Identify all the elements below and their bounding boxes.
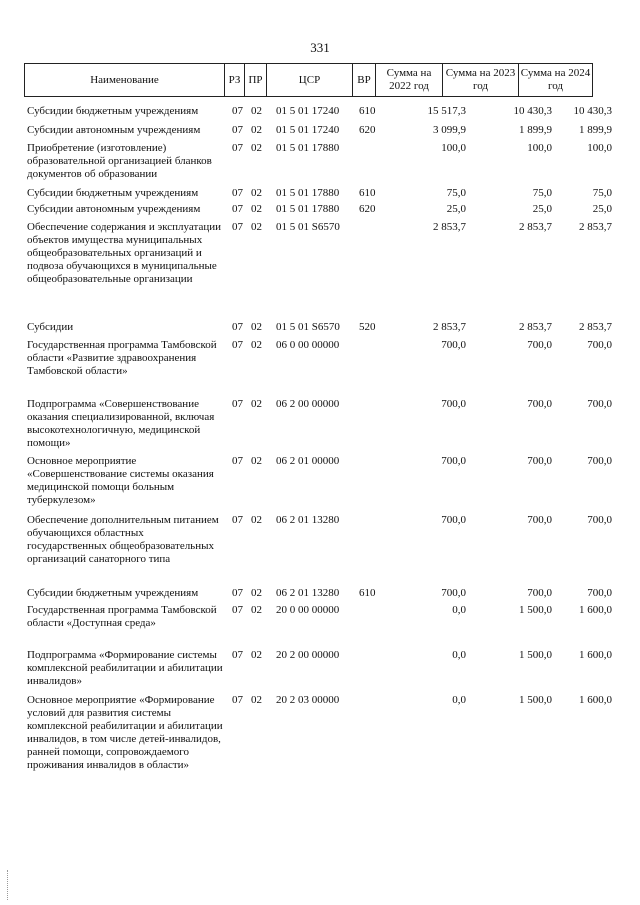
row-csr: 06 2 01 00000: [276, 455, 340, 467]
row-2023: 100,0: [527, 142, 552, 154]
row-2023: 1 500,0: [519, 649, 552, 661]
row-pr: 02: [251, 587, 262, 599]
row-2023: 75,0: [532, 187, 552, 199]
row-vr: 610: [359, 105, 376, 117]
row-name: Субсидии автономным учреждениям: [27, 203, 201, 215]
row-pr: 02: [251, 694, 262, 706]
row-csr: 01 5 01 17880: [276, 203, 340, 215]
col-name-header: Наименование: [25, 64, 225, 97]
row-2024: 25,0: [592, 203, 612, 215]
row-name: Подпрограмма «Совершенствование оказания специализированной, включая высокотехнологичную, медицинской помощи»: [27, 398, 215, 449]
row-rz: 07: [232, 221, 243, 233]
row-csr: 01 5 01 17880: [276, 187, 340, 199]
row-vr: 620: [359, 124, 376, 136]
row-2024: 75,0: [592, 187, 612, 199]
row-name: Субсидии бюджетным учреждениям: [27, 187, 199, 199]
row-2024: 700,0: [587, 455, 612, 467]
row-name: Обеспечение содержания и эксплуатации объектов имущества муниципальных общеобразовательных организаций и подвоза обучающихся в муниципальные общеобразовательные организации: [27, 221, 221, 285]
row-vr: 520: [359, 321, 376, 333]
row-name: Субсидии автономным учреждениям: [27, 124, 201, 136]
row-2024: 700,0: [587, 398, 612, 410]
row-pr: 02: [251, 187, 262, 199]
row-vr: 610: [359, 587, 376, 599]
row-2024: 700,0: [587, 587, 612, 599]
row-2024: 1 600,0: [579, 694, 612, 706]
row-csr: 01 5 01 S6570: [276, 321, 340, 333]
row-2023: 700,0: [527, 339, 552, 351]
row-2022: 25,0: [446, 203, 466, 215]
row-csr: 20 2 03 00000: [276, 694, 340, 706]
row-name: Субсидии бюджетным учреждениям: [27, 105, 199, 117]
row-name: Государственная программа Тамбовской области «Развитие здравоохранения Тамбовской области»: [27, 339, 217, 377]
row-2024: 1 600,0: [579, 604, 612, 616]
row-pr: 02: [251, 203, 262, 215]
row-pr: 02: [251, 398, 262, 410]
row-2023: 1 500,0: [519, 604, 552, 616]
col-vr-header: ВР: [353, 64, 376, 97]
row-pr: 02: [251, 105, 262, 117]
row-2023: 700,0: [527, 514, 552, 526]
row-rz: 07: [232, 187, 243, 199]
row-rz: 07: [232, 339, 243, 351]
table-header: [24, 63, 593, 97]
row-2023: 700,0: [527, 455, 552, 467]
row-rz: 07: [232, 105, 243, 117]
row-2023: 25,0: [532, 203, 552, 215]
row-2023: 2 853,7: [519, 321, 552, 333]
row-2024: 1 899,9: [579, 124, 612, 136]
row-csr: 06 2 00 00000: [276, 398, 340, 410]
row-csr: 01 5 01 17880: [276, 142, 340, 154]
scan-edge-mark: [7, 870, 10, 900]
row-name: Субсидии: [27, 321, 74, 333]
row-rz: 07: [232, 124, 243, 136]
row-2022: 0,0: [452, 604, 466, 616]
row-rz: 07: [232, 203, 243, 215]
row-name: Приобретение (изготовление) образовательной организацией бланков документов об образовании: [27, 142, 212, 180]
col-2022-header: Сумма на 2022 год: [376, 64, 443, 97]
row-2024: 1 600,0: [579, 649, 612, 661]
row-pr: 02: [251, 649, 262, 661]
row-rz: 07: [232, 649, 243, 661]
row-2022: 2 853,7: [433, 221, 466, 233]
col-rz-header: РЗ: [225, 64, 245, 97]
row-2024: 2 853,7: [579, 221, 612, 233]
col-csr-header: ЦСР: [267, 64, 353, 97]
row-name: Основное мероприятие «Совершенствование системы оказания медицинской помощи больным туберкулезом»: [27, 455, 214, 506]
row-csr: 06 2 01 13280: [276, 514, 340, 526]
row-pr: 02: [251, 124, 262, 136]
row-csr: 06 0 00 00000: [276, 339, 340, 351]
row-csr: 01 5 01 S6570: [276, 221, 340, 233]
row-pr: 02: [251, 221, 262, 233]
row-rz: 07: [232, 398, 243, 410]
row-2022: 3 099,9: [433, 124, 466, 136]
row-pr: 02: [251, 142, 262, 154]
row-2022: 700,0: [441, 514, 466, 526]
row-2024: 700,0: [587, 339, 612, 351]
row-rz: 07: [232, 604, 243, 616]
row-pr: 02: [251, 455, 262, 467]
row-2024: 10 430,3: [573, 105, 612, 117]
row-csr: 06 2 01 13280: [276, 587, 340, 599]
row-vr: 610: [359, 187, 376, 199]
row-2022: 0,0: [452, 649, 466, 661]
row-pr: 02: [251, 604, 262, 616]
row-name: Обеспечение дополнительным питанием обучающихся областных государственных общеобразовательных организаций санаторного типа: [27, 514, 219, 565]
row-2024: 100,0: [587, 142, 612, 154]
row-2022: 75,0: [446, 187, 466, 199]
row-2022: 2 853,7: [433, 321, 466, 333]
row-csr: 01 5 01 17240: [276, 105, 340, 117]
row-pr: 02: [251, 514, 262, 526]
row-2022: 0,0: [452, 694, 466, 706]
row-2024: 700,0: [587, 514, 612, 526]
row-2022: 700,0: [441, 398, 466, 410]
row-rz: 07: [232, 142, 243, 154]
row-rz: 07: [232, 694, 243, 706]
col-pr-header: ПР: [245, 64, 267, 97]
row-rz: 07: [232, 321, 243, 333]
row-2022: 100,0: [441, 142, 466, 154]
row-2023: 1 500,0: [519, 694, 552, 706]
row-2022: 700,0: [441, 455, 466, 467]
row-csr: 01 5 01 17240: [276, 124, 340, 136]
row-2022: 15 517,3: [427, 105, 466, 117]
row-2023: 700,0: [527, 398, 552, 410]
row-2023: 2 853,7: [519, 221, 552, 233]
row-name: Государственная программа Тамбовской области «Доступная среда»: [27, 604, 217, 629]
col-2023-header: Сумма на 2023 год: [443, 64, 519, 97]
row-2023: 10 430,3: [513, 105, 552, 117]
row-2022: 700,0: [441, 339, 466, 351]
row-csr: 20 2 00 00000: [276, 649, 340, 661]
row-2023: 1 899,9: [519, 124, 552, 136]
row-rz: 07: [232, 587, 243, 599]
row-rz: 07: [232, 455, 243, 467]
row-rz: 07: [232, 514, 243, 526]
row-name: Субсидии бюджетным учреждениям: [27, 587, 199, 599]
row-name: Подпрограмма «Формирование системы комплексной реабилитации и абилитации инвалидов»: [27, 649, 223, 687]
row-name: Основное мероприятие «Формирование условий для развития системы комплексной реабилитации и абилитации инвалидов, в том числе детей-инвалидов, ранней помощи, сопровождаемого проживания инвалидов в области»: [27, 694, 223, 771]
row-2023: 700,0: [527, 587, 552, 599]
row-pr: 02: [251, 339, 262, 351]
row-pr: 02: [251, 321, 262, 333]
row-vr: 620: [359, 203, 376, 215]
page-number: 331: [310, 40, 330, 55]
row-2022: 700,0: [441, 587, 466, 599]
row-2024: 2 853,7: [579, 321, 612, 333]
col-2024-header: Сумма на 2024 год: [519, 64, 593, 97]
row-csr: 20 0 00 00000: [276, 604, 340, 616]
